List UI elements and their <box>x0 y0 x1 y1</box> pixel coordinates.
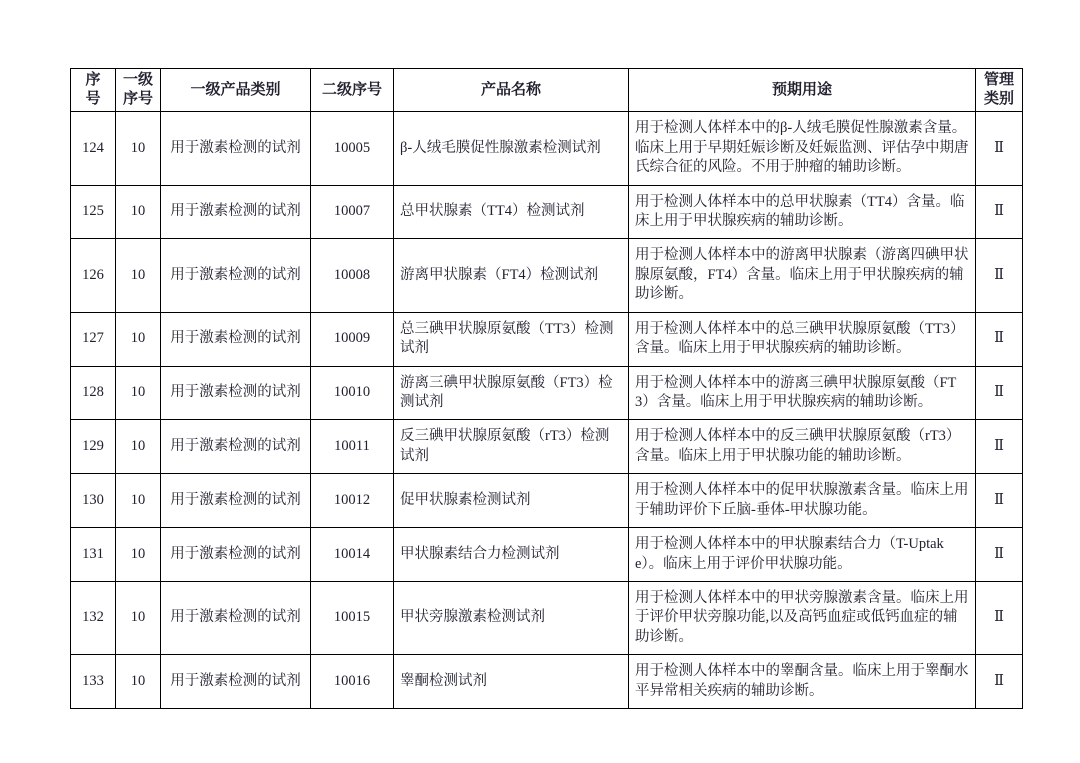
table-row <box>71 655 1023 709</box>
header-intended-use: 预期用途 <box>629 69 976 112</box>
cell-product-name: 反三碘甲状腺原氨酸（rT3）检测试剂 <box>394 420 629 474</box>
header-level2-serial: 二级序号 <box>311 69 394 112</box>
cell-management-class: Ⅱ <box>976 112 1023 185</box>
cell-management-class: Ⅱ <box>976 528 1023 582</box>
product-classification-table <box>70 68 1023 709</box>
cell-level2-serial: 10014 <box>311 528 394 582</box>
cell-product-name: 总三碘甲状腺原氨酸（TT3）检测试剂 <box>394 312 629 366</box>
cell-intended-use: 用于检测人体样本中的总甲状腺素（TT4）含量。临床上用于甲状腺疾病的辅助诊断。 <box>629 185 976 239</box>
cell-serial-number: 125 <box>71 185 116 239</box>
cell-level1-serial: 10 <box>116 420 161 474</box>
cell-level1-category: 用于激素检测的试剂 <box>161 239 311 312</box>
cell-level2-serial: 10009 <box>311 312 394 366</box>
header-level1-category: 一级产品类别 <box>161 69 311 112</box>
cell-serial-number: 133 <box>71 655 116 709</box>
cell-serial-number: 127 <box>71 312 116 366</box>
cell-product-name: 促甲状腺素检测试剂 <box>394 474 629 528</box>
header-level1-serial: 一级序号 <box>116 69 161 112</box>
cell-intended-use: 用于检测人体样本中的β-人绒毛膜促性腺激素含量。临床上用于早期妊娠诊断及妊娠监测、评估孕中期唐氏综合征的风险。不用于肿瘤的辅助诊断。 <box>629 112 976 185</box>
cell-level1-serial: 10 <box>116 581 161 654</box>
table-row <box>71 112 1023 185</box>
cell-management-class: Ⅱ <box>976 312 1023 366</box>
cell-level2-serial: 10008 <box>311 239 394 312</box>
cell-intended-use: 用于检测人体样本中的甲状腺素结合力（T-Uptake）。临床上用于评价甲状腺功能。 <box>629 528 976 582</box>
cell-level1-category: 用于激素检测的试剂 <box>161 528 311 582</box>
cell-level1-serial: 10 <box>116 185 161 239</box>
cell-intended-use: 用于检测人体样本中的甲状旁腺激素含量。临床上用于评价甲状旁腺功能,以及高钙血症或低钙血症的辅助诊断。 <box>629 581 976 654</box>
cell-level1-category: 用于激素检测的试剂 <box>161 366 311 420</box>
table-row <box>71 474 1023 528</box>
cell-level2-serial: 10010 <box>311 366 394 420</box>
cell-level1-category: 用于激素检测的试剂 <box>161 112 311 185</box>
cell-product-name: 游离甲状腺素（FT4）检测试剂 <box>394 239 629 312</box>
cell-level1-serial: 10 <box>116 655 161 709</box>
cell-level1-category: 用于激素检测的试剂 <box>161 581 311 654</box>
cell-product-name: 总甲状腺素（TT4）检测试剂 <box>394 185 629 239</box>
cell-serial-number: 126 <box>71 239 116 312</box>
cell-product-name: 睾酮检测试剂 <box>394 655 629 709</box>
cell-level1-serial: 10 <box>116 239 161 312</box>
cell-serial-number: 128 <box>71 366 116 420</box>
cell-level1-serial: 10 <box>116 474 161 528</box>
cell-level1-serial: 10 <box>116 112 161 185</box>
cell-management-class: Ⅱ <box>976 474 1023 528</box>
cell-intended-use: 用于检测人体样本中的游离甲状腺素（游离四碘甲状腺原氨酸，FT4）含量。临床上用于甲状腺疾病的辅助诊断。 <box>629 239 976 312</box>
cell-level1-serial: 10 <box>116 528 161 582</box>
header-serial-number: 序号 <box>71 69 116 112</box>
table-row <box>71 420 1023 474</box>
table-row <box>71 366 1023 420</box>
table-row <box>71 239 1023 312</box>
cell-product-name: 游离三碘甲状腺原氨酸（FT3）检测试剂 <box>394 366 629 420</box>
header-management-class: 管理类别 <box>976 69 1023 112</box>
cell-level1-category: 用于激素检测的试剂 <box>161 655 311 709</box>
table-row <box>71 581 1023 654</box>
cell-serial-number: 124 <box>71 112 116 185</box>
table-row <box>71 528 1023 582</box>
cell-management-class: Ⅱ <box>976 366 1023 420</box>
cell-level1-serial: 10 <box>116 312 161 366</box>
cell-product-name: β-人绒毛膜促性腺激素检测试剂 <box>394 112 629 185</box>
cell-management-class: Ⅱ <box>976 581 1023 654</box>
cell-intended-use: 用于检测人体样本中的总三碘甲状腺原氨酸（TT3）含量。临床上用于甲状腺疾病的辅助诊断。 <box>629 312 976 366</box>
cell-level1-category: 用于激素检测的试剂 <box>161 420 311 474</box>
cell-serial-number: 130 <box>71 474 116 528</box>
cell-serial-number: 132 <box>71 581 116 654</box>
cell-level2-serial: 10016 <box>311 655 394 709</box>
cell-level2-serial: 10011 <box>311 420 394 474</box>
header-row <box>71 69 1023 112</box>
table-body <box>71 112 1023 709</box>
cell-serial-number: 131 <box>71 528 116 582</box>
table-row <box>71 185 1023 239</box>
table-header <box>71 69 1023 112</box>
cell-level2-serial: 10015 <box>311 581 394 654</box>
header-product-name: 产品名称 <box>394 69 629 112</box>
table-row <box>71 312 1023 366</box>
cell-management-class: Ⅱ <box>976 420 1023 474</box>
cell-management-class: Ⅱ <box>976 185 1023 239</box>
cell-level1-category: 用于激素检测的试剂 <box>161 474 311 528</box>
cell-intended-use: 用于检测人体样本中的反三碘甲状腺原氨酸（rT3）含量。临床上用于甲状腺功能的辅助诊断。 <box>629 420 976 474</box>
cell-level2-serial: 10012 <box>311 474 394 528</box>
cell-intended-use: 用于检测人体样本中的睾酮含量。临床上用于睾酮水平异常相关疾病的辅助诊断。 <box>629 655 976 709</box>
cell-serial-number: 129 <box>71 420 116 474</box>
cell-product-name: 甲状旁腺激素检测试剂 <box>394 581 629 654</box>
cell-management-class: Ⅱ <box>976 655 1023 709</box>
cell-level2-serial: 10007 <box>311 185 394 239</box>
cell-intended-use: 用于检测人体样本中的游离三碘甲状腺原氨酸（FT3）含量。临床上用于甲状腺疾病的辅助诊断。 <box>629 366 976 420</box>
cell-level1-serial: 10 <box>116 366 161 420</box>
cell-level1-category: 用于激素检测的试剂 <box>161 185 311 239</box>
cell-level2-serial: 10005 <box>311 112 394 185</box>
cell-management-class: Ⅱ <box>976 239 1023 312</box>
cell-product-name: 甲状腺素结合力检测试剂 <box>394 528 629 582</box>
cell-level1-category: 用于激素检测的试剂 <box>161 312 311 366</box>
cell-intended-use: 用于检测人体样本中的促甲状腺激素含量。临床上用于辅助评价下丘脑-垂体-甲状腺功能。 <box>629 474 976 528</box>
